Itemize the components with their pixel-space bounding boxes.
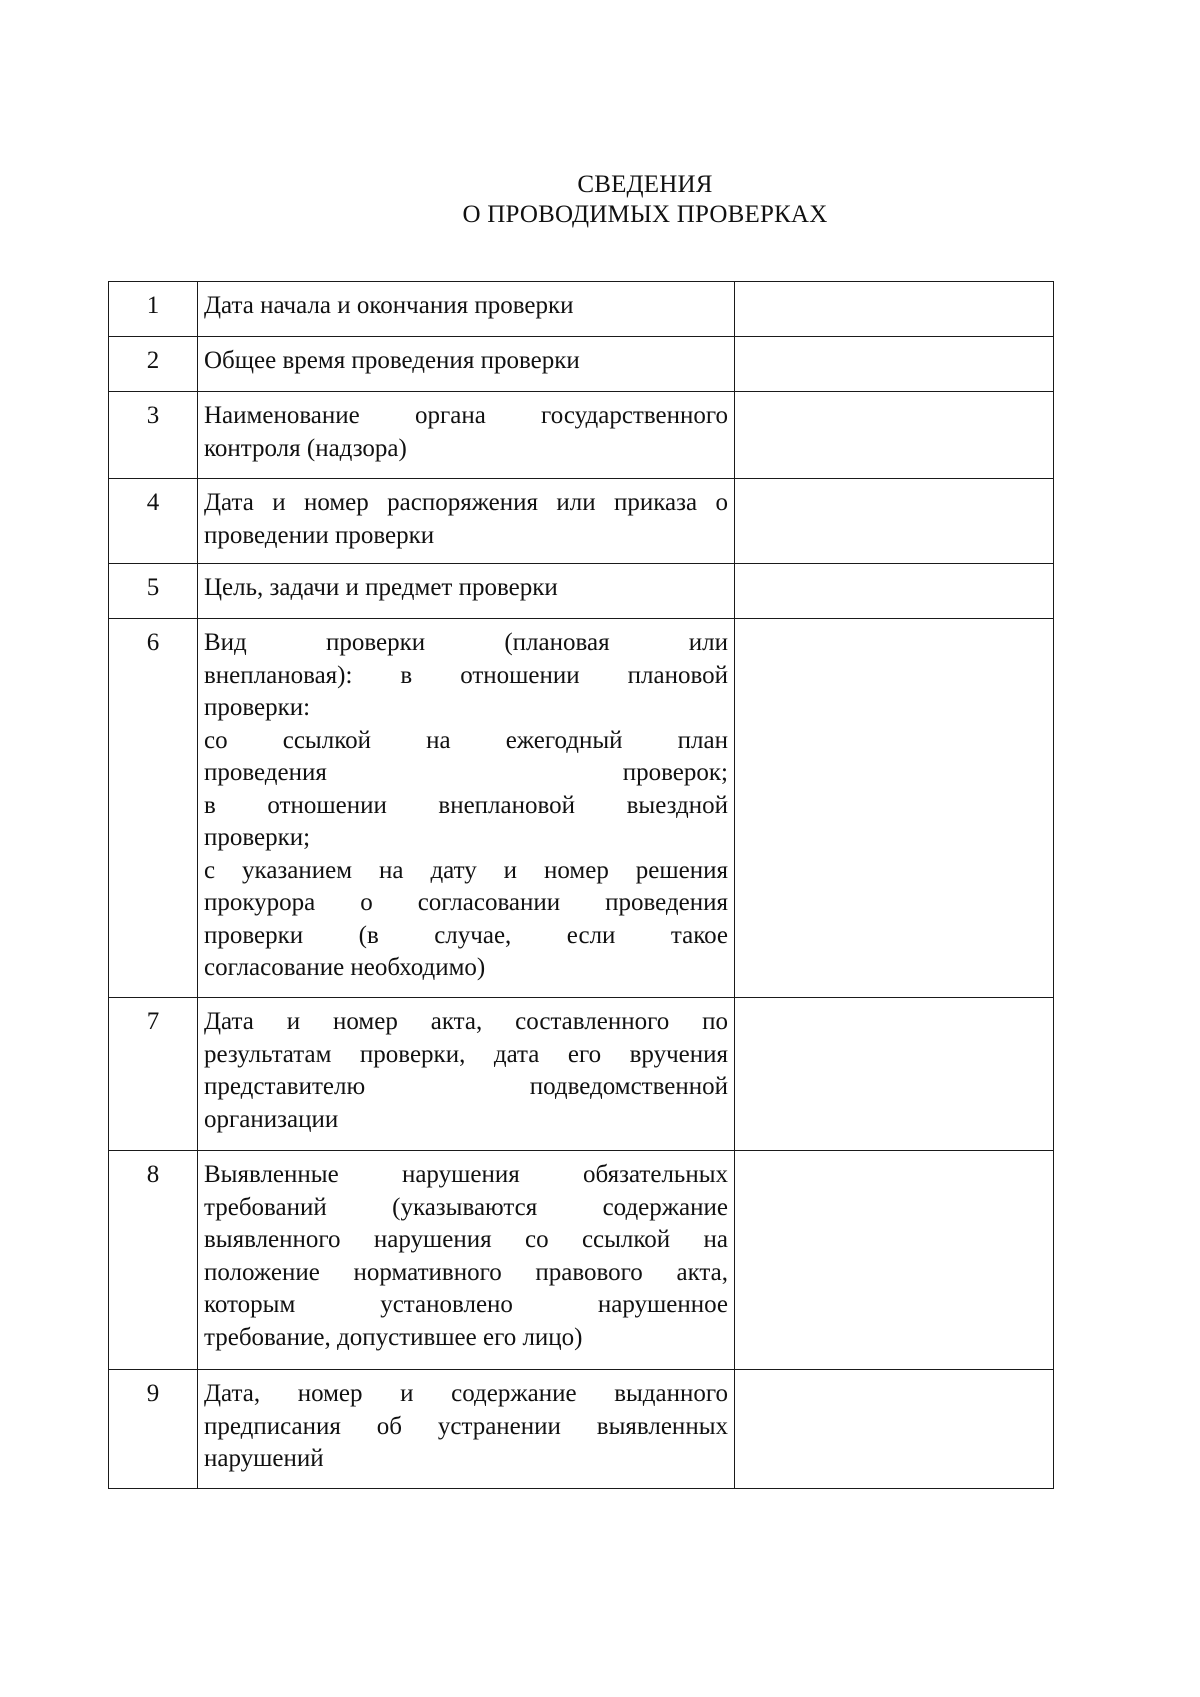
table-row [109,1370,1054,1489]
title-line-1: СВЕДЕНИЯ [577,171,713,198]
description-line: которым установлено нарушенное [204,1291,728,1318]
row-description [198,619,735,998]
description-line: результатам проверки, дата его вручения [204,1040,728,1068]
table-row [109,619,1054,998]
description-line: с указанием на дату и номер решения [204,856,728,884]
table-row [109,564,1054,619]
row-value-cell [735,1370,1054,1489]
description-line: нарушений [204,1445,324,1472]
row-value-cell [735,564,1054,619]
table-row [109,282,1054,337]
table-row [109,392,1054,479]
row-number: 4 [109,479,198,564]
description-line: организации [204,1105,339,1133]
row-number: 9 [109,1370,198,1489]
description-line: требований (указываются содержание [204,1193,728,1221]
title-line-2: О ПРОВОДИМЫХ ПРОВЕРКАХ [462,201,828,228]
row-number: 6 [109,619,198,998]
row-value-cell [735,619,1054,998]
row-description [198,479,735,564]
description-line: Наименование органа государственного [204,402,728,429]
description-line: контроля (надзора) [204,434,407,462]
document-title [0,170,1200,230]
description-line: выявленного нарушения со ссылкой на [204,1226,728,1253]
description-line: положение нормативного правового акта, [204,1258,728,1286]
row-number: 3 [109,392,198,479]
description-line: в отношении внеплановой выездной [204,791,728,819]
table-row [109,1151,1054,1370]
row-value-cell [735,998,1054,1151]
table-row [109,337,1054,392]
inspection-info-table [108,281,1054,1489]
row-number: 7 [109,998,198,1151]
row-description [198,564,735,619]
description-line: Дата начала и окончания проверки [204,292,574,319]
row-description [198,1151,735,1370]
description-line: согласование необходимо) [204,954,486,981]
description-line: внеплановая): в отношении плановой [204,661,728,689]
description-line: проведения проверок; [204,759,728,786]
row-value-cell [735,392,1054,479]
description-line: прокурора о согласовании проведения [204,889,728,916]
row-value-cell [735,479,1054,564]
row-value-cell [735,282,1054,337]
row-value-cell [735,337,1054,392]
description-line: Общее время проведения проверки [204,347,580,374]
description-line: Выявленные нарушения обязательных [204,1161,728,1188]
row-value-cell [735,1151,1054,1370]
row-description [198,998,735,1151]
description-line: проверки (в случае, если такое [204,921,728,949]
row-number: 8 [109,1151,198,1370]
description-line: Дата, номер и содержание выданного [204,1380,728,1407]
row-number: 1 [109,282,198,337]
description-line: проверки; [204,824,311,851]
description-line: Вид проверки (плановая или [204,629,728,656]
table-row [109,479,1054,564]
description-line: требование, допустившее его лицо) [204,1323,583,1351]
description-line: Дата и номер акта, составленного по [204,1008,728,1035]
description-line: представителю подведомственной [204,1073,728,1100]
description-line: Цель, задачи и предмет проверки [204,574,558,601]
description-line: проведении проверки [204,521,435,549]
description-line: предписания об устранении выявленных [204,1412,728,1440]
description-line: Дата и номер распоряжения или приказа о [204,489,728,516]
row-description [198,282,735,337]
table-row [109,998,1054,1151]
row-number: 2 [109,337,198,392]
table-body [109,282,1054,1489]
row-description [198,337,735,392]
description-line: со ссылкой на ежегодный план [204,726,728,754]
row-description [198,1370,735,1489]
row-number: 5 [109,564,198,619]
row-description [198,392,735,479]
description-line: проверки: [204,694,311,721]
